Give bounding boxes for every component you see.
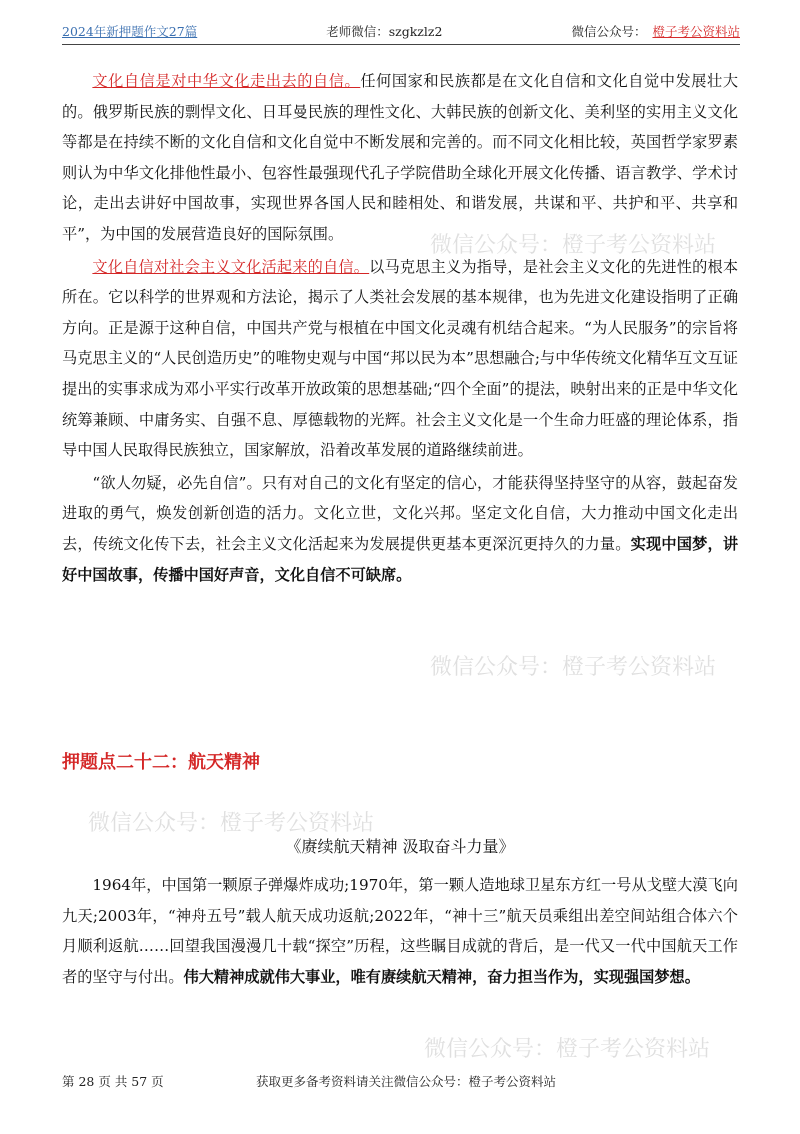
paragraph-1-text: 任何国家和民族都是在文化自信和文化自觉中发展壮大的。俄罗斯民族的剽悍文化、日耳曼民族的理性文化、大韩民族的创新文化、美利坚的实用主义文化等都是在持续不断的文化自信和文化自觉中不断发展和完善的。而不同文化相比较，英国哲学家罗素则认为中华文化排他性最小、包容性最强现代孔子学院借助全球化开展文化传播、语言教学、学术讨论，走出去讲好中国故事，实现世界各国人民和睦相处、和谐发展，共谋和平、共护和平、共享和平”，为中国的发展营造良好的国际氛围。	[62, 72, 739, 243]
watermark: 微信公众号：橙子考公资料站	[430, 655, 717, 680]
header-doc-title[interactable]: 2024年新押题作文27篇	[62, 24, 198, 39]
article-body	[62, 66, 738, 592]
essay-body	[62, 870, 738, 994]
footer-note: 获取更多备考资料请关注微信公众号：橙子考公资料站	[256, 1074, 557, 1089]
paragraph-2	[62, 252, 738, 466]
essay-title: 《赓续航天精神 汲取奋斗力量》	[285, 837, 515, 856]
page-header	[62, 18, 740, 45]
header-wechat-account	[571, 22, 740, 40]
header-account-label: 微信公众号：	[571, 24, 647, 39]
watermark: 微信公众号：橙子考公资料站	[88, 811, 375, 836]
section-title: 押题点二十二：航天精神	[62, 752, 260, 773]
header-account-name[interactable]: 橙子考公资料站	[652, 24, 740, 39]
watermark: 微信公众号：橙子考公资料站	[430, 233, 717, 258]
page-number: 第 28 页 共 57 页	[62, 1074, 164, 1089]
paragraph-1	[62, 66, 738, 250]
watermark: 微信公众号：橙子考公资料站	[424, 1037, 711, 1062]
paragraph-2-lead: 文化自信对社会主义文化活起来的自信。	[92, 257, 370, 276]
paragraph-3-bold: 实现中国梦，讲好中国故事，传播中国好声音，文化自信不可缺席。	[62, 534, 739, 584]
header-teacher-wechat: 老师微信：szgkzlz2	[326, 24, 443, 39]
paragraph-1-lead: 文化自信是对中华文化走出去的自信。	[92, 72, 361, 90]
essay-paragraph-text: 1964年，中国第一颗原子弹爆炸成功;1970年，第一颗人造地球卫星东方红一号从戈壁大漠飞向九天;2003年，“神舟五号”载人航天成功返航;2022年，“神十三”航天员乘组出差空间站组合体六个月顺利返航……回望我国漫漫几十载“探空”历程，这些瞩目成就的背后，是一代又一代中国航天工作者的坚守与付出。	[62, 876, 738, 986]
paragraph-3-text: “欲人勿疑，必先自信”。只有对自己的文化有坚定的信心，才能获得坚持坚守的从容，鼓起奋发进取的勇气，焕发创新创造的活力。文化立世，文化兴邦。坚定文化自信，大力推动中国文化走出去，传统文化传下去，社会主义文化活起来为发展提供更基本更深沉更持久的力量。	[62, 473, 738, 553]
paragraph-3	[62, 468, 738, 590]
essay-paragraph-bold: 伟大精神成就伟大事业，唯有赓续航天精神，奋力担当作为，实现强国梦想。	[183, 967, 700, 986]
paragraph-2-text: 以马克思主义为指导，是社会主义文化的先进性的根本所在。它以科学的世界观和方法论，揭示了人类社会发展的基本规律，也为先进文化建设指明了正确方向。正是源于这种自信，中国共产党与根植在中国文化灵魂有机结合起来。“为人民服务”的宗旨将马克思主义的“人民创造历史”的唯物史观与中国“邦以民为本”思想融合;与中华传统文化精华互文互证提出的实事求成为邓小平实行改革开放政策的思想基础;“四个全面”的提法，映射出来的正是中华文化统筹兼顾、中庸务实、自强不息、厚德载物的光辉。社会主义文化是一个生命力旺盛的理论体系，指导中国人民取得民族独立，国家解放，沿着改革发展的道路继续前进。	[62, 257, 739, 460]
essay-paragraph	[62, 870, 738, 992]
